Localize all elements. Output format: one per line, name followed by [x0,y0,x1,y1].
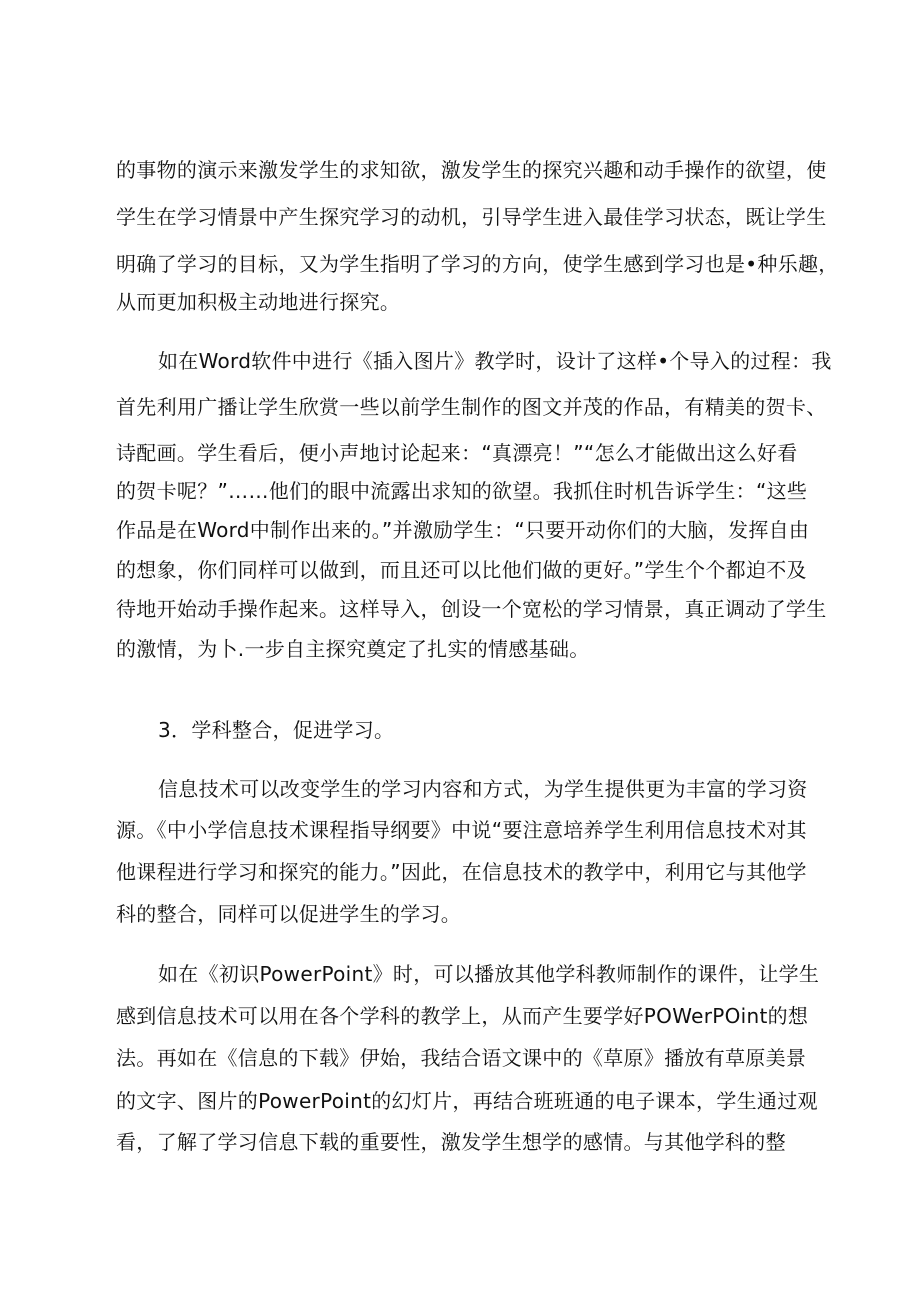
paragraph-2-line-5: 作品是在Word中制作出来的。”并激励学生：“只要开动你们的大脑，发挥自由 [116,518,810,542]
paragraph-2-line-6: 的想象，你们同样可以做到，而且还可以比他们做的更好。”学生个个都迫不及 [116,558,807,582]
paragraph-1-line-2: 学生在学习情景中产生探究学习的动机，引导学生进入最佳学习状态，既让学生 [116,205,827,229]
paragraph-4-line-1: 如在《初识PowerPoint》时，可以播放其他学科教师制作的课件，让学生 [158,962,820,986]
paragraph-2-line-8: 的激情，为卜.一步自主探究奠定了扎实的情感基础。 [116,637,590,661]
paragraph-3-line-3: 他课程进行学习和探究的能力。”因此，在信息技术的教学中，利用它与其他学 [116,860,807,884]
paragraph-4-line-2: 感到信息技术可以用在各个学科的教学上，从而产生要学好POWerPOint的想 [116,1004,809,1028]
paragraph-1-line-3: 明确了学习的目标，又为学生指明了学习的方向，使学生感到学习也是•种乐趣， [116,252,839,276]
paragraph-2-line-1: 如在Word软件中进行《插入图片》教学时，设计了这样•个导入的过程：我 [158,349,832,373]
paragraph-3-line-1: 信息技术可以改变学生的学习内容和方式，为学生提供更为丰富的学习资 [158,777,808,801]
section-heading: 3．学科整合，促进学习。 [158,718,395,742]
paragraph-1-line-4: 从而更加积极主动地进行探究。 [116,290,401,314]
paragraph-4-line-5: 看，了解了学习信息下载的重要性，激发学生想学的感情。与其他学科的整 [116,1130,786,1154]
paragraph-1-line-1: 的事物的演示来激发学生的求知欲，激发学生的探究兴趣和动手操作的欲望，使 [116,158,827,182]
paragraph-2-line-4: 的贺卡呢？”……他们的眼中流露出求知的欲望。我抓住时机告诉学生：“这些 [116,479,808,503]
paragraph-3-line-4: 科的整合，同样可以促进学生的学习。 [116,902,462,926]
paragraph-4-line-3: 法。再如在《信息的下载》伊始，我结合语文课中的《草原》播放有草原美景 [116,1046,807,1070]
paragraph-3-line-2: 源。《中小学信息技术课程指导纲要》中说“要注意培养学生利用信息技术对其 [116,818,807,842]
paragraph-2-line-7: 待地开始动手操作起来。这样导入，创设一个宽松的学习情景，真正调动了学生 [116,597,827,621]
paragraph-2-line-2: 首先利用广播让学生欣赏一些以前学生制作的图文并茂的作品，有精美的贺卡、 [116,395,827,419]
paragraph-2-line-3: 诗配画。学生看后，便小声地讨论起来：“真漂亮！”“怎么才能做出这么好看 [116,441,798,465]
paragraph-4-line-4: 的文字、图片的PowerPoint的幻灯片，再结合班班通的电子课本，学生通过观 [116,1089,818,1113]
